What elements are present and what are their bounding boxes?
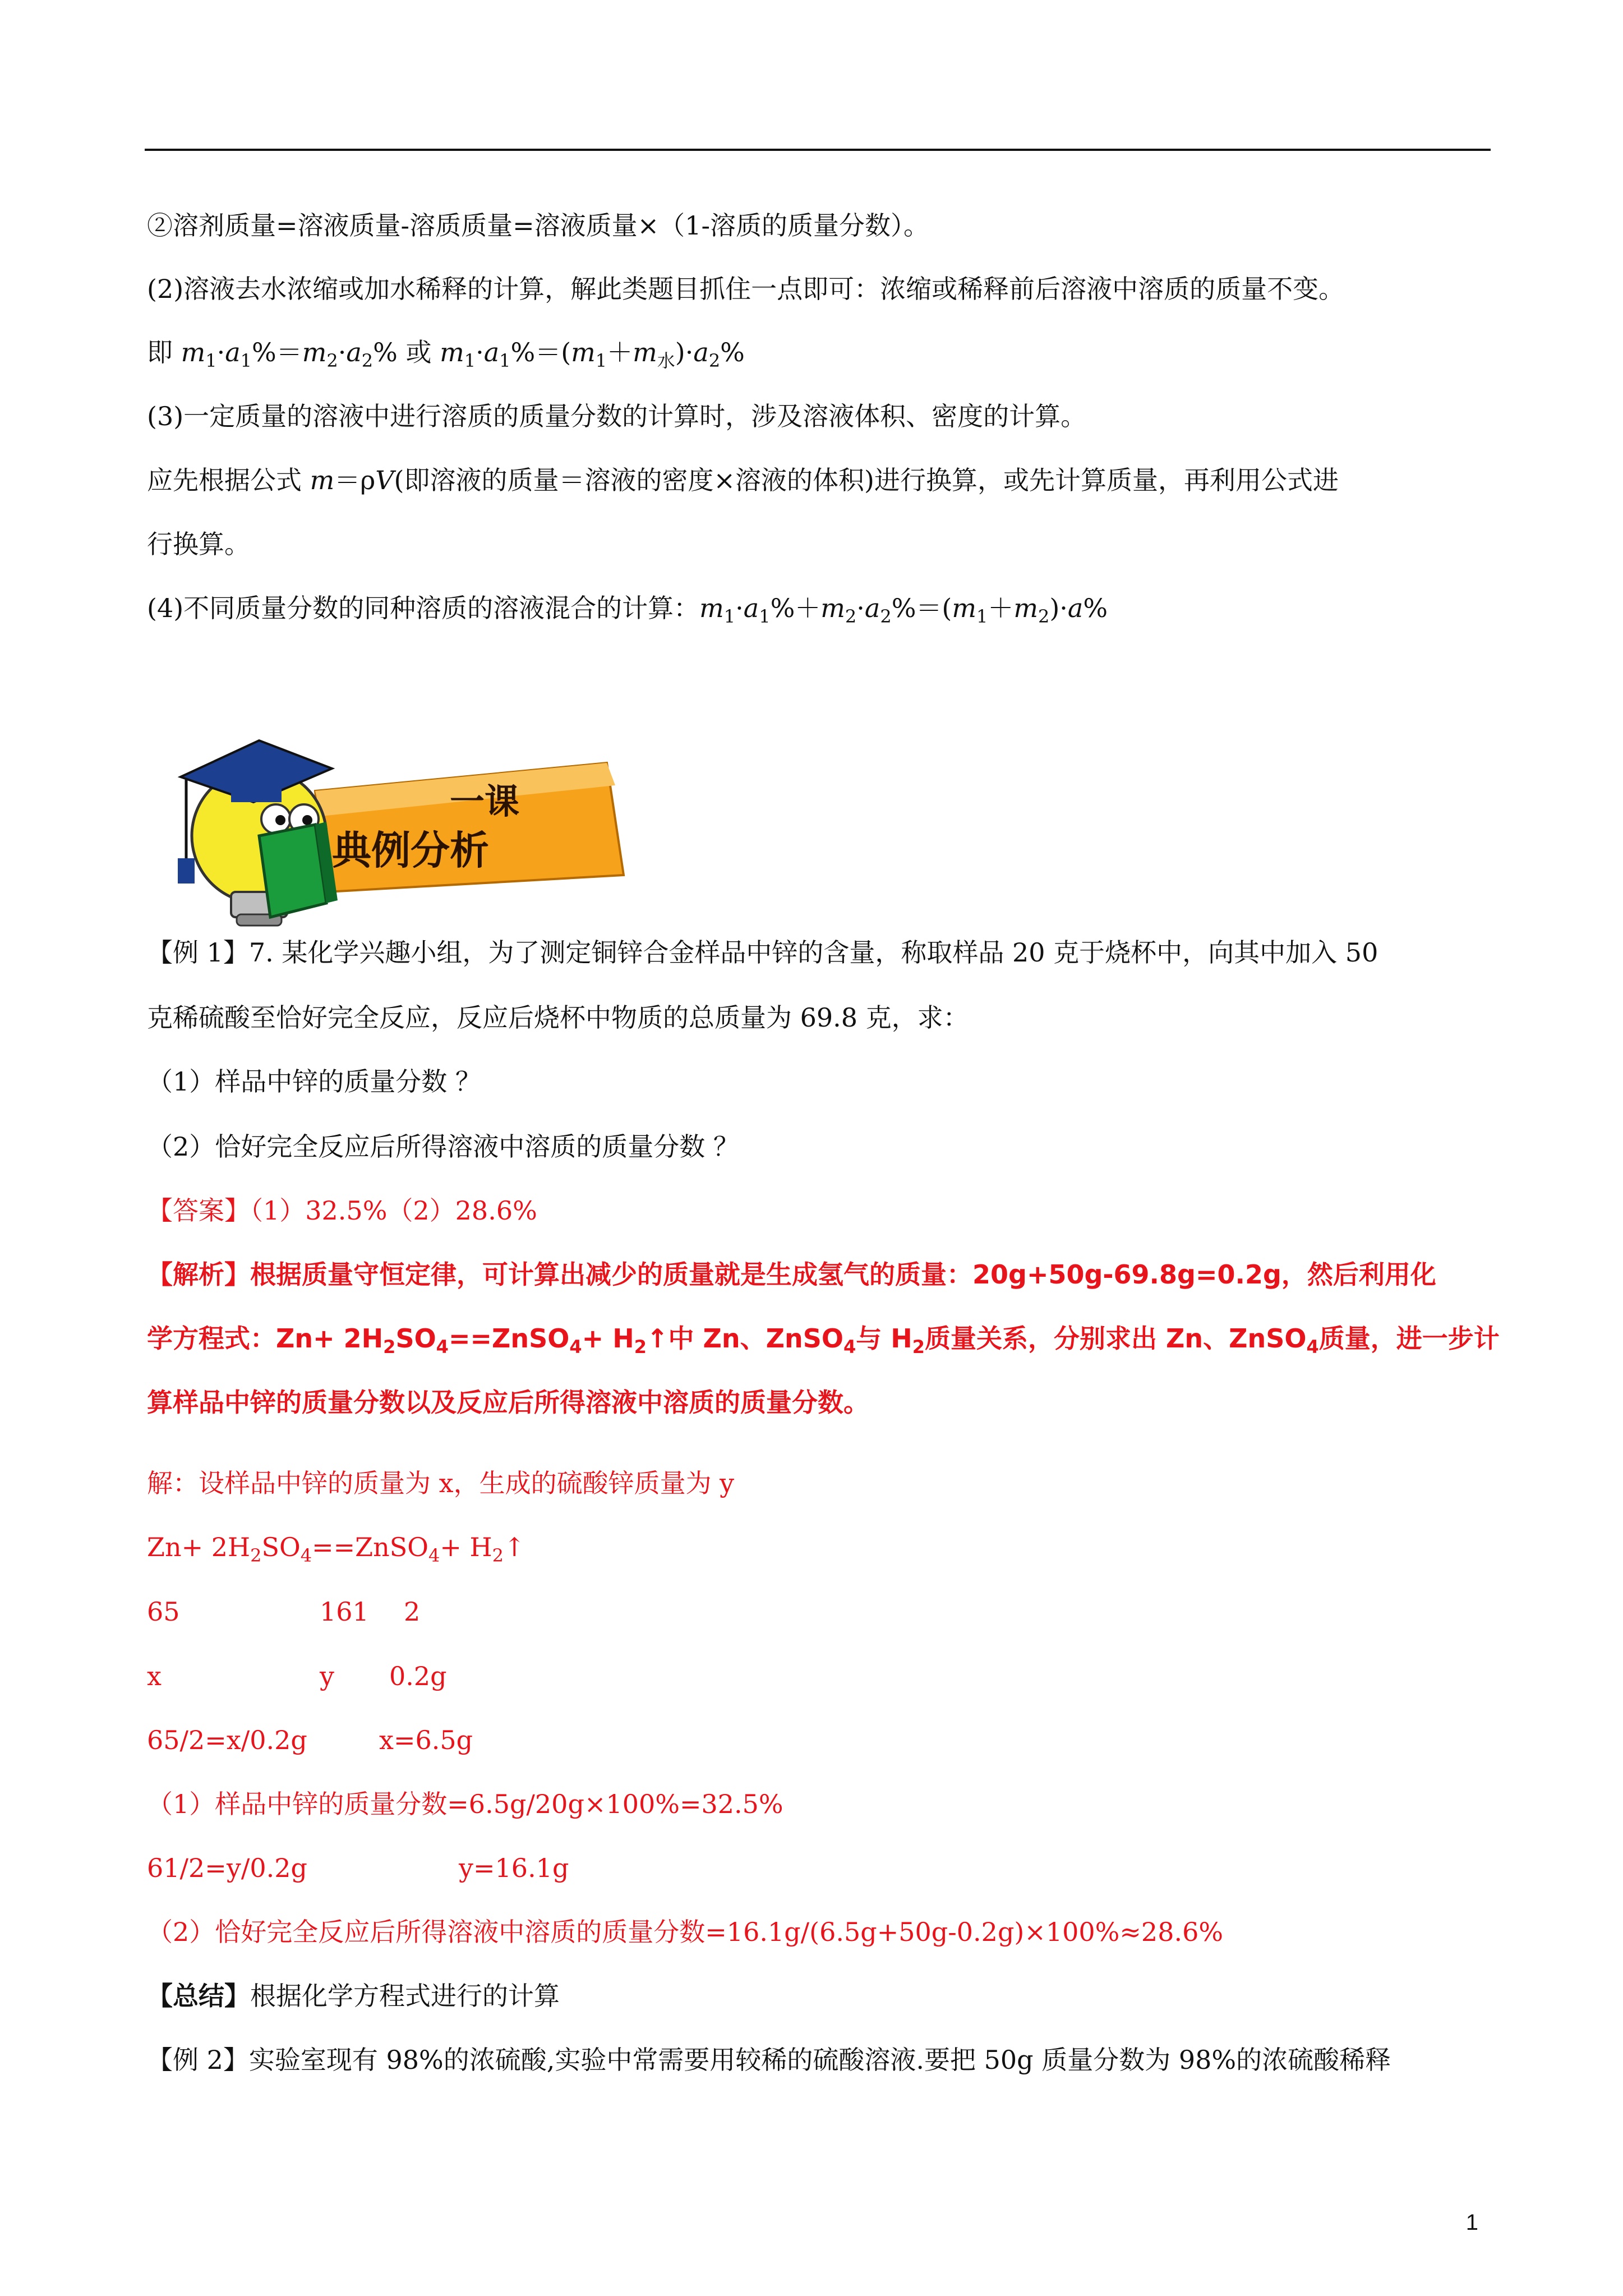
unknown-y: y xyxy=(320,1661,334,1691)
formula-line: (3)一定质量的溶液中进行溶质的质量分数的计算时，涉及溶液体积、密度的计算。 xyxy=(147,401,1087,431)
analysis-line: 算样品中锌的质量分数以及反应后所得溶液中溶质的质量分数。 xyxy=(147,1387,869,1418)
summary-text: 根据化学方程式进行的计算 xyxy=(250,1981,560,2011)
formula-line-density: 应先根据公式 m＝ρV(即溶液的质量＝溶液的密度×溶液的体积)进行换算，或先计算质量，再利用公式进 xyxy=(147,465,1339,495)
molar-mass-zn: 65 xyxy=(147,1596,180,1627)
example2-question-line: 【例 2】实验室现有 98%的浓硫酸,实验中常需要用较稀的硫酸溶液.要把 50g 质量分数为 98%的浓硫酸稀释 xyxy=(147,2045,1391,2075)
calc-zn-fraction: （1）样品中锌的质量分数=6.5g/20g×100%=32.5% xyxy=(147,1789,783,1819)
hydrogen-mass: 0.2g xyxy=(389,1661,447,1691)
calc-y: 61/2=y/0.2g xyxy=(147,1853,307,1883)
formula-line: ②溶剂质量=溶液质量-溶质质量=溶液质量×（1-溶质的质量分数）。 xyxy=(147,210,929,241)
analysis-line: 【解析】根据质量守恒定律，可计算出减少的质量就是生成氢气的质量：20g+50g-69.8g=0.2g，然后利用化 xyxy=(147,1259,1436,1290)
result-y: y=16.1g xyxy=(459,1853,569,1883)
example1-question-line: 克稀硫酸至恰好完全反应，反应后烧杯中物质的总质量为 69.8 克，求： xyxy=(147,1002,969,1033)
calc-solution-fraction: （2）恰好完全反应后所得溶液中溶质的质量分数=16.1g/(6.5g+50g-0.2g)×100%≈28.6% xyxy=(147,1917,1224,1947)
molar-mass-h2: 2 xyxy=(404,1596,421,1627)
banner-line1: 一课 xyxy=(450,781,520,822)
solution-intro: 解：设样品中锌的质量为 x，生成的硫酸锌质量为 y xyxy=(147,1468,735,1498)
answer-text: （1）32.5%（2）28.6% xyxy=(250,1195,537,1226)
summary-line xyxy=(147,1979,560,2013)
molar-mass-znso4: 161 xyxy=(320,1596,369,1627)
unknown-x: x xyxy=(147,1661,162,1691)
lesson-banner xyxy=(147,724,652,931)
example1-subquestion: （1）样品中锌的质量分数 ？ xyxy=(147,1066,481,1097)
example1-question-line: 【例 1】7. 某化学兴趣小组，为了测定铜锌合金样品中锌的含量，称取样品 20 克于烧杯中，向其中加入 50 xyxy=(147,937,1378,968)
calc-x: 65/2=x/0.2g xyxy=(147,1725,307,1755)
formula-line-mixing: (4)不同质量分数的同种溶质的溶液混合的计算：$m_1\cdot a_1\%+m_2\cdot a_2\%=(m_1+m_2)\cdot a\%$ xyxy=(147,593,1108,627)
header-rule xyxy=(145,149,1491,151)
page-number: 1 xyxy=(1465,2210,1478,2235)
formula-line: 行换算。 xyxy=(147,529,250,559)
formula-line-dilution: 即 $m_1\cdot a_1\%=m_2\cdot a_2\%$ 或 $m_1\cdot a_1\%=(m_1+m_水)\cdot a_2\%$ xyxy=(147,337,745,371)
answer-tag: 【答案】 xyxy=(147,1195,250,1226)
banner-line2: 典例分析 xyxy=(332,827,489,873)
formula-line: (2)溶液去水浓缩或加水稀释的计算，解此类题目抓住一点即可：浓缩或稀释前后溶液中溶质的质量不变。 xyxy=(147,274,1345,304)
analysis-line-equation: 学方程式：$Zn+ 2H_2SO_4==ZnSO_4+$ $H_2↑$中 Zn、ZnSO$_4$与 $H_2$质量关系，分别求出 Zn、ZnSO$_4$质量，进一步计 xyxy=(147,1323,1500,1358)
summary-tag: 【总结】 xyxy=(147,1981,250,2011)
solution-equation: $Zn+ 2H_2SO_4==ZnSO_4+$ $H_2↑$ xyxy=(147,1532,525,1566)
example1-answer xyxy=(147,1194,537,1227)
result-x: x=6.5g xyxy=(379,1725,473,1755)
lightbulb-mascot-icon xyxy=(178,740,338,926)
example1-subquestion: （2）恰好完全反应后所得溶液中溶质的质量分数 ？ xyxy=(147,1131,739,1162)
